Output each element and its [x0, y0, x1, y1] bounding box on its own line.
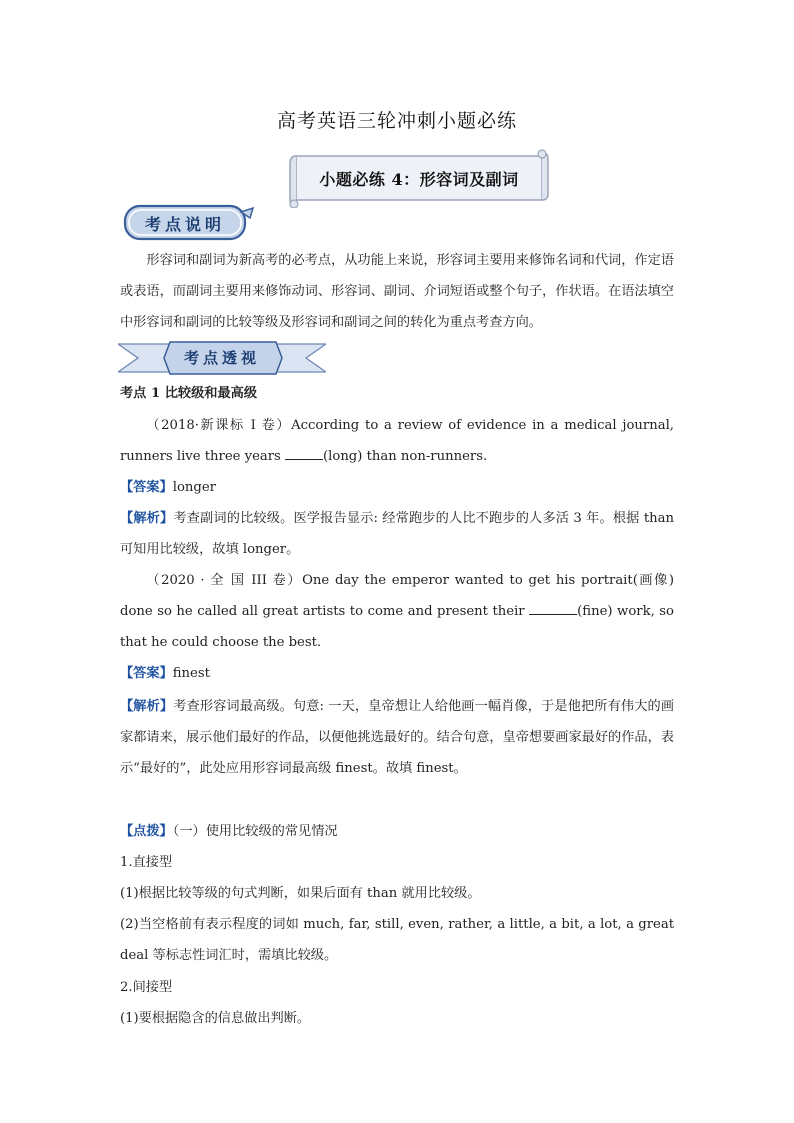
question-2-blank	[529, 600, 577, 615]
document-title: 高考英语三轮冲刺小题必练	[276, 110, 517, 132]
tips-item-2-1: (1)要根据隐含的信息做出判断。	[120, 1011, 311, 1026]
tips-item-1-1: (1)根据比较等级的句式判断，如果后面有 than 就用比较级。	[120, 886, 481, 901]
question-1-source: （2018·新课标 I 卷）	[146, 418, 292, 433]
question-1-answer	[120, 478, 674, 498]
analysis-label: 【解析】	[120, 699, 174, 714]
answer-value: longer	[172, 480, 216, 495]
tips-item-1-2: (2)当空格前有表示程度的词如 much, far, still, even, rather, a little, a bit, a lot, a great deal 等标志性词汇时，需填比较级。	[120, 917, 674, 963]
subtitle-scroll	[288, 148, 550, 208]
question-2-hint: (fine) work, so that he could choose the best.	[120, 604, 674, 650]
analysis-label: 【解析】	[120, 511, 174, 526]
question-2-analysis	[120, 691, 674, 784]
section-badge-label: 考点说明	[144, 215, 225, 234]
question-1-analysis	[120, 503, 674, 565]
tips-heading	[120, 822, 674, 842]
analysis-text: 考查形容词最高级。句意: 一天，皇帝想让人给他画一幅肖像，于是他把所有伟大的画家都请来，展示他们最好的作品，以便他挑选最好的。结合句意，皇帝想要画家最好的作品，表示“最好的”，此处应用形容词最高级 finest。故填 finest。	[120, 699, 675, 776]
question-2-text: One day the emperor wanted to get his portrait(画像) done so he called all great artists to come and present their	[120, 573, 675, 619]
section-banner-insight	[118, 340, 326, 376]
question-2-source: （2020 · 全 国 III 卷）	[146, 573, 303, 588]
subtitle: 小题必练 4：形容词及副词	[319, 170, 519, 189]
intro-paragraph: 形容词和副词为新高考的必考点，从功能上来说，形容词主要用来修饰名词和代词，作定语或表语，而副词主要用来修饰动词、形容词、副词、介词短语或整个句子，作状语。在语法填空中形容词和副词的比较等级及形容词和副词之间的转化为重点考查方向。	[120, 253, 674, 330]
analysis-text: 考查副词的比较级。医学报告显示: 经常跑步的人比不跑步的人多活 3 年。根据 than 可知用比较级，故填 longer。	[120, 511, 675, 557]
point1-heading: 考点 1 比较级和最高级	[120, 386, 258, 401]
tips-item-1: 1.直接型	[120, 855, 173, 870]
answer-label: 【答案】	[120, 480, 173, 495]
question-1-hint: (long) than non-runners.	[323, 449, 488, 464]
answer-value: finest	[172, 666, 210, 681]
section-banner-label: 考点透视	[183, 349, 260, 367]
tips-heading-text: （一）使用比较级的常见情况	[172, 824, 338, 839]
question-1-text: According to a review of evidence in a medical journal, runners live three years	[120, 418, 674, 464]
answer-label: 【答案】	[120, 666, 173, 681]
question-2-answer	[120, 664, 674, 684]
question-1-blank	[285, 445, 323, 460]
question-1	[120, 410, 674, 472]
question-2	[120, 565, 674, 658]
tips-item-2: 2.间接型	[120, 980, 173, 995]
tips-label: 【点拨】	[120, 824, 173, 839]
section-badge-explanation	[123, 204, 257, 242]
